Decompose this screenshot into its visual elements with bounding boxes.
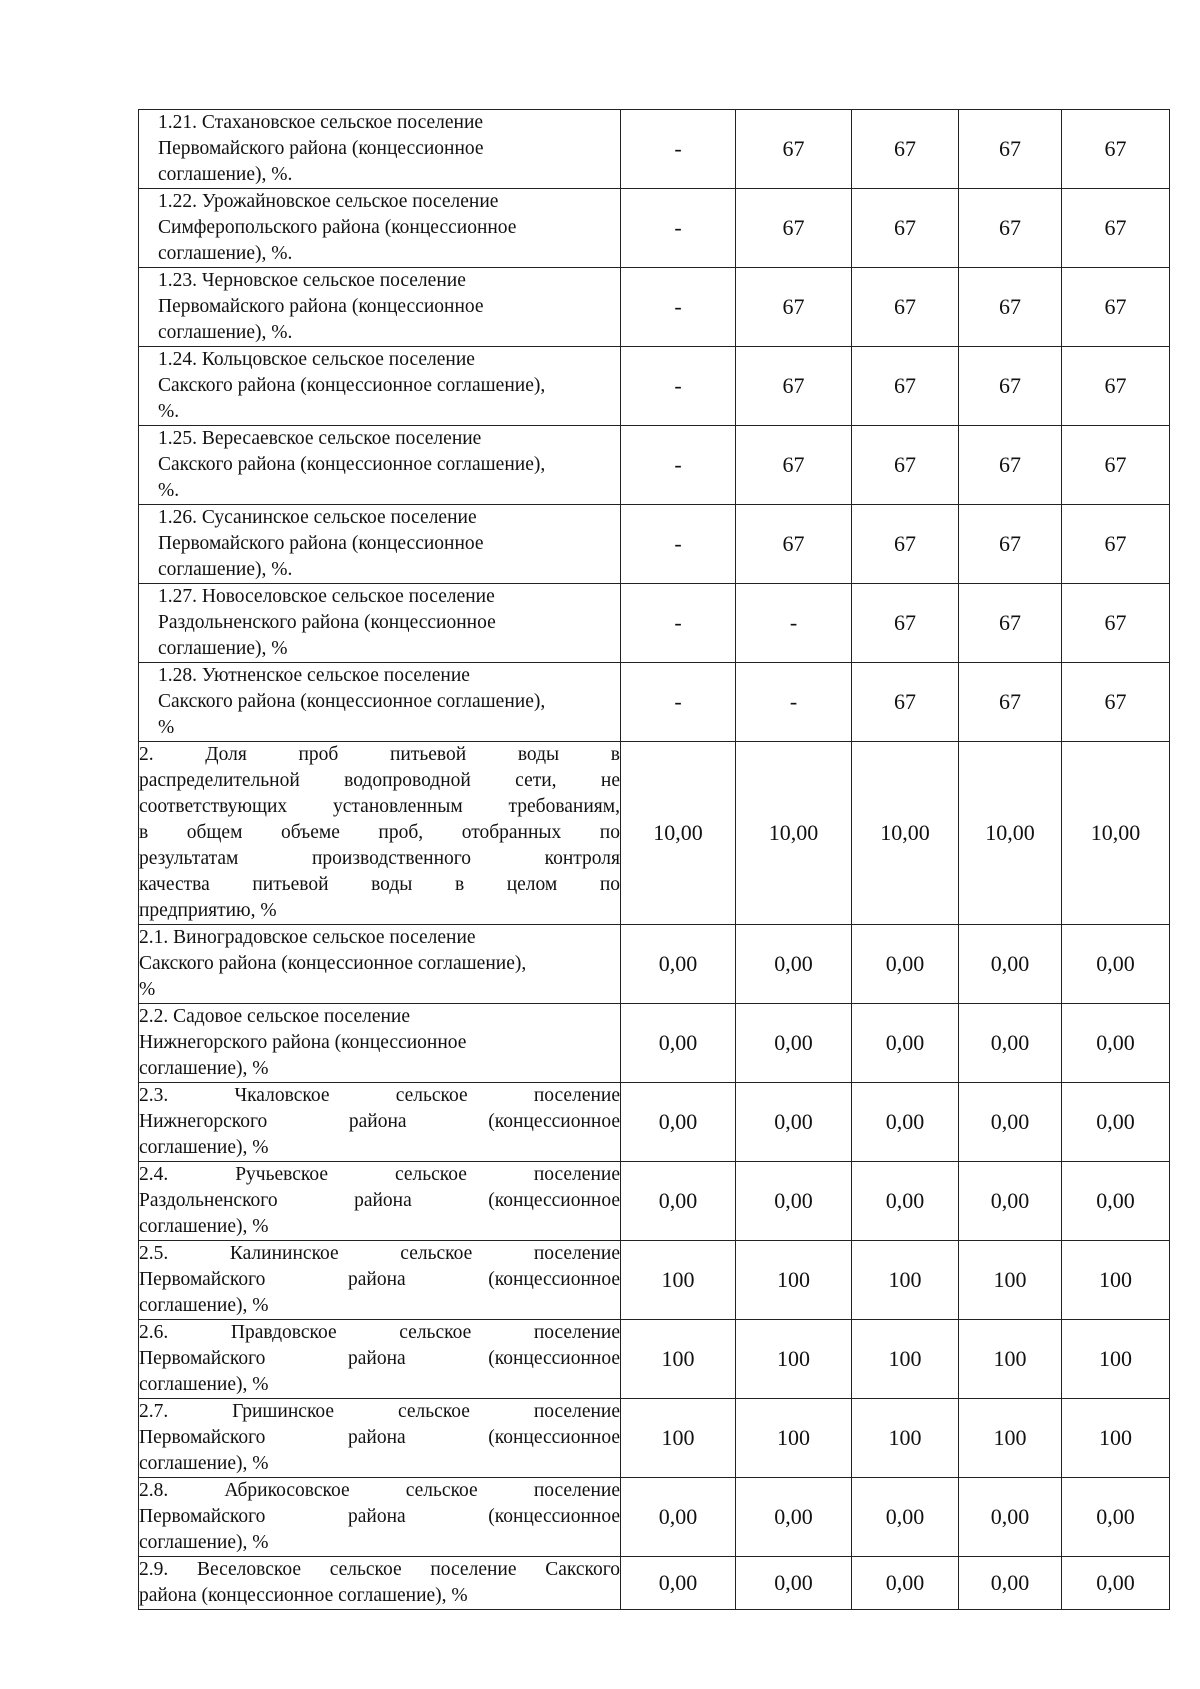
- indicator-value-col-5: 0,00: [1062, 1478, 1170, 1557]
- description-line: Симферопольского района (концессионное: [158, 217, 517, 238]
- indicator-value-col-1: -: [621, 110, 736, 189]
- description-line: 1.28. Уютненское сельское поселение: [158, 665, 470, 686]
- indicator-value-col-5: 67: [1062, 663, 1170, 742]
- indicator-value-col-3: 67: [852, 268, 959, 347]
- description-line: 1.25. Вересаевское сельское поселение: [158, 428, 482, 449]
- indicator-value-col-5: 67: [1062, 505, 1170, 584]
- table-row: [139, 1004, 1170, 1083]
- description-line: %: [139, 979, 156, 1000]
- indicator-value-col-1: 0,00: [621, 1557, 736, 1610]
- indicator-value-col-2: 0,00: [736, 1162, 852, 1241]
- indicator-value-col-1: -: [621, 505, 736, 584]
- indicator-value-col-2: 67: [736, 268, 852, 347]
- table-row: [139, 268, 1170, 347]
- indicator-value-col-1: 100: [621, 1399, 736, 1478]
- indicator-value-col-5: 0,00: [1062, 1083, 1170, 1162]
- indicator-value-col-4: 100: [959, 1399, 1062, 1478]
- indicator-value-col-4: 67: [959, 505, 1062, 584]
- indicator-description: [139, 347, 621, 426]
- description-line: Первомайского района (концессионное: [139, 1506, 620, 1527]
- indicator-value-col-5: 67: [1062, 426, 1170, 505]
- table-row: [139, 347, 1170, 426]
- indicator-value-col-2: -: [736, 663, 852, 742]
- indicator-value-col-1: 0,00: [621, 1004, 736, 1083]
- indicator-value-col-1: 0,00: [621, 1083, 736, 1162]
- indicator-value-col-3: 67: [852, 347, 959, 426]
- description-line: качества питьевой воды в целом по: [139, 874, 620, 895]
- indicator-description: [139, 1083, 621, 1162]
- description-line: 1.21. Стахановское сельское поселение: [158, 112, 484, 133]
- indicator-value-col-4: 0,00: [959, 1162, 1062, 1241]
- description-line: Раздольненского района (концессионное: [158, 612, 496, 633]
- description-line: 2.3. Чкаловское сельское поселение: [139, 1085, 620, 1106]
- description-line: Первомайского района (концессионное: [158, 138, 484, 159]
- description-line: 2.6. Правдовское сельское поселение: [139, 1322, 620, 1343]
- indicator-value-col-3: 100: [852, 1241, 959, 1320]
- table-row: [139, 1557, 1170, 1610]
- indicator-value-col-4: 67: [959, 426, 1062, 505]
- indicator-value-col-2: 67: [736, 189, 852, 268]
- indicator-value-col-4: 67: [959, 189, 1062, 268]
- indicator-value-col-1: 0,00: [621, 925, 736, 1004]
- indicator-value-col-3: 0,00: [852, 1557, 959, 1610]
- indicator-value-col-3: 0,00: [852, 1162, 959, 1241]
- indicator-description: [139, 1478, 621, 1557]
- indicator-value-col-1: -: [621, 189, 736, 268]
- indicator-value-col-4: 0,00: [959, 1478, 1062, 1557]
- description-line: предприятию, %: [139, 900, 277, 921]
- indicator-description: [139, 268, 621, 347]
- indicator-value-col-2: 100: [736, 1241, 852, 1320]
- indicator-value-col-5: 67: [1062, 268, 1170, 347]
- table-row: [139, 1478, 1170, 1557]
- table-row: [139, 1320, 1170, 1399]
- indicator-value-col-1: -: [621, 268, 736, 347]
- description-line: 1.27. Новоселовское сельское поселение: [158, 586, 495, 607]
- indicator-description: [139, 584, 621, 663]
- indicators-table: [138, 109, 1170, 1610]
- description-line: 2.7. Гришинское сельское поселение: [139, 1401, 620, 1422]
- indicator-value-col-3: 0,00: [852, 925, 959, 1004]
- indicator-value-col-1: 100: [621, 1241, 736, 1320]
- indicator-value-col-4: 0,00: [959, 1557, 1062, 1610]
- indicator-description: [139, 1162, 621, 1241]
- indicator-value-col-3: 100: [852, 1320, 959, 1399]
- indicator-value-col-3: 100: [852, 1399, 959, 1478]
- description-line: соглашение), %.: [158, 243, 293, 264]
- description-line: 2.9. Веселовское сельское поселение Сакского: [139, 1559, 620, 1580]
- indicator-description: [139, 742, 621, 925]
- indicator-value-col-3: 10,00: [852, 742, 959, 925]
- description-line: Нижнегорского района (концессионное: [139, 1111, 620, 1132]
- indicator-value-col-3: 67: [852, 505, 959, 584]
- indicator-value-col-5: 100: [1062, 1320, 1170, 1399]
- indicator-value-col-3: 0,00: [852, 1004, 959, 1083]
- indicator-value-col-2: 67: [736, 426, 852, 505]
- indicator-value-col-4: 67: [959, 110, 1062, 189]
- description-line: распределительной водопроводной сети, не: [139, 770, 620, 791]
- description-line: соглашение), %: [158, 638, 288, 659]
- table-row: [139, 505, 1170, 584]
- indicator-description: [139, 1557, 621, 1610]
- indicator-value-col-2: 0,00: [736, 1478, 852, 1557]
- description-line: соглашение), %.: [158, 322, 293, 343]
- indicator-value-col-3: 67: [852, 110, 959, 189]
- indicator-description: [139, 1399, 621, 1478]
- description-line: соглашение), %.: [158, 559, 293, 580]
- indicator-value-col-5: 100: [1062, 1241, 1170, 1320]
- description-line: %.: [158, 401, 180, 422]
- description-line: 1.22. Урожайновское сельское поселение: [158, 191, 499, 212]
- indicator-value-col-3: 67: [852, 663, 959, 742]
- indicator-value-col-5: 0,00: [1062, 1162, 1170, 1241]
- indicator-description: [139, 189, 621, 268]
- indicator-value-col-2: 0,00: [736, 925, 852, 1004]
- indicator-value-col-1: 0,00: [621, 1478, 736, 1557]
- indicator-description: [139, 1320, 621, 1399]
- indicator-value-col-3: 0,00: [852, 1478, 959, 1557]
- indicator-description: [139, 1241, 621, 1320]
- description-line: Сакского района (концессионное соглашение),: [158, 691, 546, 712]
- description-line: Сакского района (концессионное соглашение),: [158, 375, 546, 396]
- indicator-description: [139, 925, 621, 1004]
- description-line: Сакского района (концессионное соглашение),: [158, 454, 546, 475]
- indicator-value-col-3: 67: [852, 426, 959, 505]
- description-line: Первомайского района (концессионное: [139, 1269, 620, 1290]
- indicator-value-col-3: 0,00: [852, 1083, 959, 1162]
- indicator-value-col-2: 67: [736, 110, 852, 189]
- table-row: [139, 1162, 1170, 1241]
- indicator-description: [139, 426, 621, 505]
- description-line: в общем объеме проб, отобранных по: [139, 822, 620, 843]
- description-line: Раздольненского района (концессионное: [139, 1190, 620, 1211]
- indicator-value-col-2: 67: [736, 505, 852, 584]
- indicator-description: [139, 505, 621, 584]
- description-line: 2.8. Абрикосовское сельское поселение: [139, 1480, 620, 1501]
- indicator-value-col-4: 67: [959, 268, 1062, 347]
- description-line: 1.24. Кольцовское сельское поселение: [158, 349, 475, 370]
- indicator-value-col-2: 100: [736, 1320, 852, 1399]
- table-row: [139, 584, 1170, 663]
- description-line: соответствующих установленным требованиям,: [139, 796, 620, 817]
- table-row: [139, 925, 1170, 1004]
- description-line: 1.26. Сусанинское сельское поселение: [158, 507, 477, 528]
- description-line: 2.4. Ручьевское сельское поселение: [139, 1164, 620, 1185]
- indicator-value-col-1: 100: [621, 1320, 736, 1399]
- description-line: Нижнегорского района (концессионное: [139, 1032, 467, 1053]
- table-row: [139, 189, 1170, 268]
- indicator-value-col-5: 67: [1062, 189, 1170, 268]
- description-line: Сакского района (концессионное соглашение),: [139, 953, 527, 974]
- indicator-description: [139, 1004, 621, 1083]
- indicator-value-col-1: -: [621, 347, 736, 426]
- description-line: %.: [158, 480, 180, 501]
- indicator-value-col-5: 10,00: [1062, 742, 1170, 925]
- indicator-value-col-4: 67: [959, 663, 1062, 742]
- description-line: 2.2. Садовое сельское поселение: [139, 1006, 411, 1027]
- table-row: [139, 426, 1170, 505]
- indicator-value-col-4: 0,00: [959, 1083, 1062, 1162]
- indicator-value-col-5: 67: [1062, 584, 1170, 663]
- indicator-value-col-3: 67: [852, 189, 959, 268]
- description-line: Первомайского района (концессионное: [139, 1427, 620, 1448]
- indicator-value-col-1: 0,00: [621, 1162, 736, 1241]
- description-line: соглашение), %: [139, 1216, 269, 1237]
- indicator-value-col-4: 0,00: [959, 1004, 1062, 1083]
- indicator-value-col-4: 100: [959, 1241, 1062, 1320]
- description-line: Первомайского района (концессионное: [139, 1348, 620, 1369]
- indicator-value-col-4: 67: [959, 347, 1062, 426]
- indicator-value-col-2: 100: [736, 1399, 852, 1478]
- description-line: соглашение), %: [139, 1295, 269, 1316]
- description-line: соглашение), %: [139, 1374, 269, 1395]
- table-row: [139, 663, 1170, 742]
- indicator-value-col-4: 10,00: [959, 742, 1062, 925]
- indicator-description: [139, 110, 621, 189]
- indicator-value-col-1: -: [621, 663, 736, 742]
- description-line: соглашение), %: [139, 1453, 269, 1474]
- description-line: Первомайского района (концессионное: [158, 533, 484, 554]
- indicator-value-col-3: 67: [852, 584, 959, 663]
- table-row: [139, 110, 1170, 189]
- indicator-value-col-2: 0,00: [736, 1557, 852, 1610]
- description-line: соглашение), %: [139, 1058, 269, 1079]
- indicator-value-col-1: -: [621, 584, 736, 663]
- table-row: [139, 1241, 1170, 1320]
- indicator-value-col-2: 10,00: [736, 742, 852, 925]
- indicator-value-col-1: -: [621, 426, 736, 505]
- indicator-value-col-5: 100: [1062, 1399, 1170, 1478]
- description-line: соглашение), %: [139, 1532, 269, 1553]
- indicator-value-col-1: 10,00: [621, 742, 736, 925]
- indicator-value-col-5: 67: [1062, 110, 1170, 189]
- indicator-value-col-2: 67: [736, 347, 852, 426]
- indicator-description: [139, 663, 621, 742]
- table-row: [139, 742, 1170, 925]
- description-line: %: [158, 717, 175, 738]
- description-line: района (концессионное соглашение), %: [139, 1585, 468, 1606]
- indicator-value-col-4: 100: [959, 1320, 1062, 1399]
- description-line: 1.23. Черновское сельское поселение: [158, 270, 466, 291]
- indicator-value-col-5: 0,00: [1062, 1004, 1170, 1083]
- description-line: соглашение), %: [139, 1137, 269, 1158]
- description-line: результатам производственного контроля: [139, 848, 620, 869]
- indicator-value-col-2: 0,00: [736, 1004, 852, 1083]
- description-line: 2.1. Виноградовское сельское поселение: [139, 927, 476, 948]
- indicator-value-col-2: -: [736, 584, 852, 663]
- indicators-table-body: [139, 110, 1170, 1610]
- description-line: соглашение), %.: [158, 164, 293, 185]
- description-line: Первомайского района (концессионное: [158, 296, 484, 317]
- table-row: [139, 1083, 1170, 1162]
- indicator-value-col-5: 0,00: [1062, 925, 1170, 1004]
- indicator-value-col-4: 67: [959, 584, 1062, 663]
- description-line: 2. Доля проб питьевой воды в: [139, 744, 620, 765]
- description-line: 2.5. Калининское сельское поселение: [139, 1243, 620, 1264]
- indicator-value-col-5: 67: [1062, 347, 1170, 426]
- indicator-value-col-4: 0,00: [959, 925, 1062, 1004]
- indicator-value-col-2: 0,00: [736, 1083, 852, 1162]
- indicator-value-col-5: 0,00: [1062, 1557, 1170, 1610]
- table-row: [139, 1399, 1170, 1478]
